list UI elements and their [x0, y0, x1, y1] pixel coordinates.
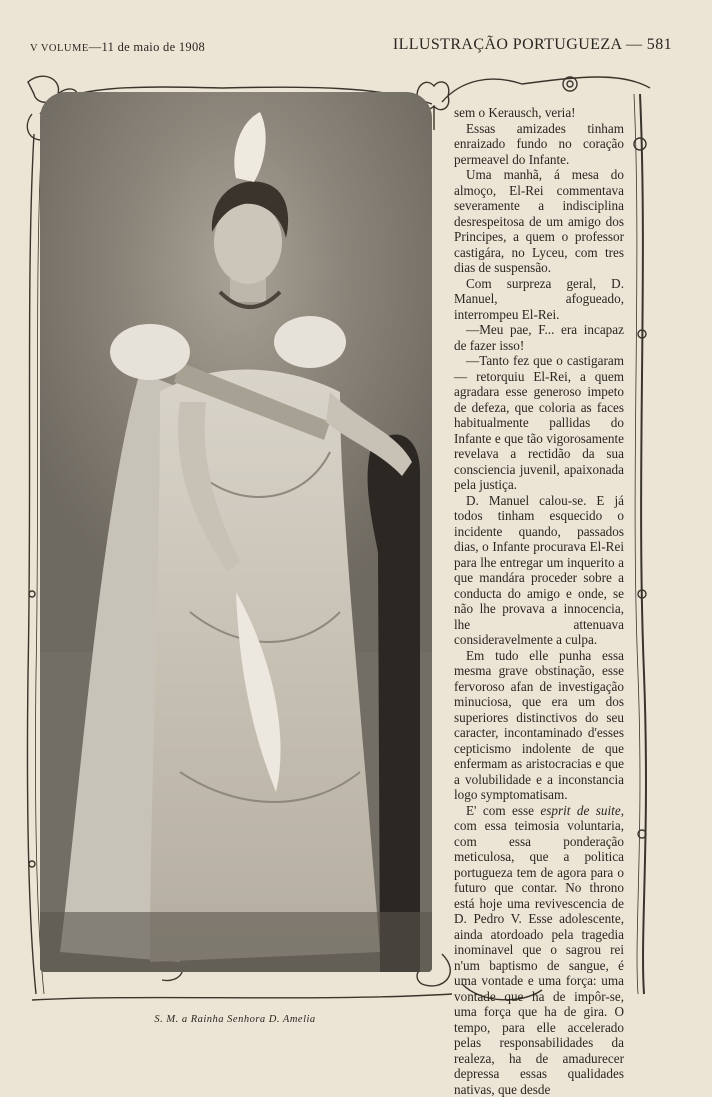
page-header: [0, 40, 712, 64]
photo-caption: S. M. a Rainha Senhora D. Amelia: [0, 1014, 470, 1025]
article-paragraph: sem o Kerausch, veria!: [454, 105, 624, 121]
text-segment: E' com esse: [466, 803, 540, 818]
page-number: — 581: [626, 36, 672, 53]
article-paragraph: Essas amizades tinham enraizado fundo no coração permeavel do Infante.: [454, 121, 624, 168]
text-segment: , com essa teimosia voluntaria, com essa ponderação meticulosa, que a politica portugueza tem de agora para o futuro que contar. No throno está hoje uma revivescencia de D. Pedro V. Esse adolescente, ainda atordoado pela tragedia inominavel que o sagrou rei n'um baptismo de sangue, é uma vontade e uma força: uma vontade que ha de impôr-se, uma força que ha de gira. O tempo, para elle accelerado pelas responsabilidades da realeza, ha de amadurecer depressa essas qualidades nativas, que desde: [454, 803, 624, 1097]
article-paragraph: —Meu pae, F... era incapaz de fazer isso!: [454, 322, 624, 353]
article-paragraph-last: [454, 803, 624, 1097]
running-head-left: [30, 40, 205, 55]
article-paragraph: Uma manhã, á mesa do almoço, El-Rei commentava severamente a indisciplina desrespeitosa de um amigo dos Principes, a quem o professor castigára, no Lyceu, com tres dias de suspensão.: [454, 167, 624, 276]
issue-date: —11 de maio de 1908: [89, 40, 205, 54]
article-paragraph: Com surpreza geral, D. Manuel, afogueado, interrompeu El-Rei.: [454, 276, 624, 323]
article-paragraph: D. Manuel calou-se. E já todos tinham esquecido o incidente quando, passados dias, o Infante procurava El-Rei para lhe entregar um inquerito a que mandára proceder sobre a conducta do amigo e onde, se não lhe provava a innocencia, lhe attenuava consideravelmente a culpa.: [454, 493, 624, 648]
queen-portrait-illustration: [40, 92, 432, 972]
article-paragraph: Em tudo elle punha essa mesma grave obstinação, esse fervoroso afan de investigação minuciosa, que era um dos superiores distinctivos do seu caracter, incontaminado d'esses cepticismo indolente de que enfermam as aristocracias e que a volubilidade e a inconstancia logo symptomatisam.: [454, 648, 624, 803]
magazine-title: ILLUSTRAÇÃO PORTUGUEZA: [393, 36, 622, 53]
article-text-column: [454, 105, 624, 1097]
portrait-photograph: [40, 92, 432, 972]
volume-label: V VOLUME: [30, 43, 89, 54]
article-paragraph: —Tanto fez que o castigaram — retorquiu El-Rei, a quem agradara esse generoso impeto de defeza, que coloria as faces habitualmente pallidas do Infante e que tão vigorosamente revelava a rectidão da sua consciencia juvenil, apaixonada pela justiça.: [454, 353, 624, 493]
italic-phrase: esprit de suite: [540, 803, 620, 818]
running-head-right: [393, 36, 672, 54]
